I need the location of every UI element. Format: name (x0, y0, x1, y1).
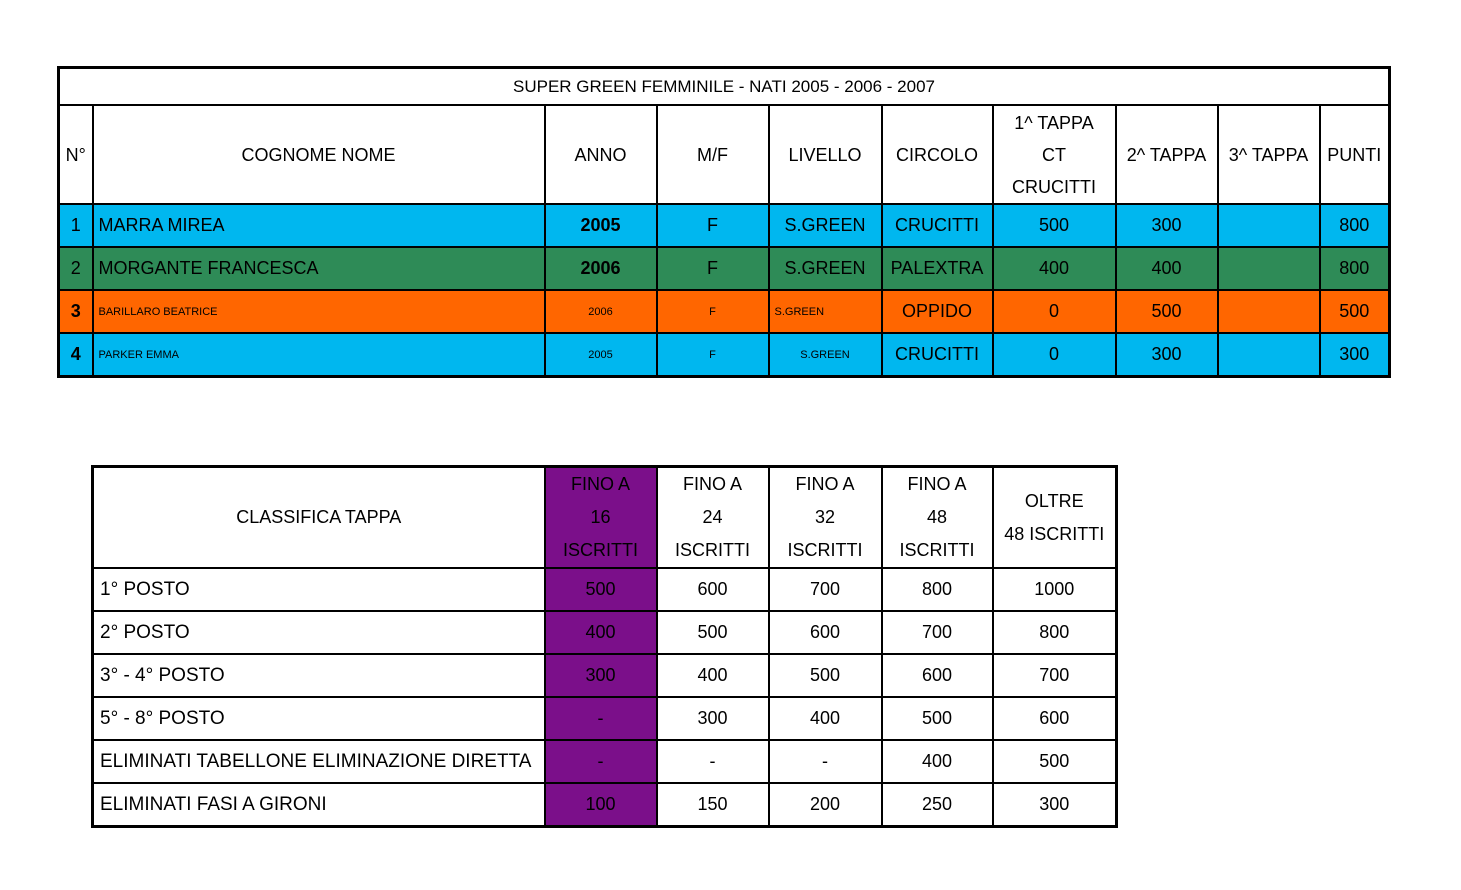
header-mf: M/F (657, 105, 769, 204)
row-anno: 2005 (545, 333, 657, 377)
points-table (91, 465, 1118, 828)
points-col-32 (769, 467, 882, 569)
row-tappa3 (1218, 247, 1320, 290)
points-row (93, 568, 1117, 611)
points-value: - (657, 740, 769, 783)
row-mf: F (657, 204, 769, 247)
header-punti: PUNTI (1320, 105, 1390, 204)
ranking-table (57, 66, 1391, 378)
row-tappa1: 500 (993, 204, 1116, 247)
row-tappa3 (1218, 204, 1320, 247)
ranking-row (59, 333, 1390, 377)
points-value: 200 (769, 783, 882, 827)
points-col-32-line2: 32 (814, 507, 836, 527)
points-row (93, 654, 1117, 697)
points-value: 500 (545, 568, 657, 611)
points-value: 250 (882, 783, 993, 827)
row-n: 2 (59, 247, 93, 290)
row-livello: S.GREEN (769, 290, 882, 333)
points-value: 400 (882, 740, 993, 783)
row-mf: F (657, 290, 769, 333)
row-name: BARILLARO BEATRICE (93, 290, 545, 333)
row-punti: 500 (1320, 290, 1390, 333)
row-name: MARRA MIREA (93, 204, 545, 247)
points-col-16-line2: 16 (590, 507, 611, 527)
points-row (93, 783, 1117, 827)
row-n: 3 (59, 290, 93, 333)
header-tappa1-line2: CT (1042, 144, 1066, 165)
points-col-48 (882, 467, 993, 569)
points-value: 400 (545, 611, 657, 654)
points-col-oltre (993, 467, 1117, 569)
row-mf: F (657, 247, 769, 290)
points-header-label: CLASSIFICA TAPPA (93, 467, 545, 569)
points-col-24-line3: ISCRITTI (675, 540, 750, 560)
row-n: 4 (59, 333, 93, 377)
points-value: 150 (657, 783, 769, 827)
row-mf: F (657, 333, 769, 377)
header-tappa2: 2^ TAPPA (1116, 105, 1218, 204)
row-tappa3 (1218, 333, 1320, 377)
row-tappa2: 300 (1116, 333, 1218, 377)
points-col-oltre-line2: 48 ISCRITTI (1004, 523, 1105, 544)
row-tappa2: 500 (1116, 290, 1218, 333)
points-value: 300 (993, 783, 1117, 827)
row-circolo: OPPIDO (882, 290, 993, 333)
ranking-row (59, 290, 1390, 333)
header-circolo: CIRCOLO (882, 105, 993, 204)
points-row-label: ELIMINATI FASI A GIRONI (93, 783, 545, 827)
points-row-label: 5° - 8° POSTO (93, 697, 545, 740)
points-header-row (93, 467, 1117, 569)
header-name: COGNOME NOME (93, 105, 545, 204)
row-name: PARKER EMMA (93, 333, 545, 377)
points-col-48-line2: 48 (926, 507, 948, 527)
row-tappa2: 400 (1116, 247, 1218, 290)
points-col-24-line1: FINO A (682, 474, 742, 494)
points-value: 700 (769, 568, 882, 611)
points-value: 500 (769, 654, 882, 697)
row-tappa1: 0 (993, 333, 1116, 377)
row-punti: 300 (1320, 333, 1390, 377)
header-tappa1-line1: 1^ TAPPA (1014, 112, 1094, 133)
points-col-16 (545, 467, 657, 569)
points-value: 300 (545, 654, 657, 697)
header-tappa1-line3: CRUCITTI (1012, 176, 1096, 197)
points-row-label: ELIMINATI TABELLONE ELIMINAZIONE DIRETTA (93, 740, 545, 783)
header-livello: LIVELLO (769, 105, 882, 204)
header-n: N° (59, 105, 93, 204)
points-row-label: 1° POSTO (93, 568, 545, 611)
row-punti: 800 (1320, 247, 1390, 290)
points-value: 1000 (993, 568, 1117, 611)
points-value: 500 (657, 611, 769, 654)
row-livello: S.GREEN (769, 247, 882, 290)
ranking-row (59, 204, 1390, 247)
points-value: 800 (993, 611, 1117, 654)
row-circolo: CRUCITTI (882, 333, 993, 377)
points-row (93, 611, 1117, 654)
row-livello: S.GREEN (769, 204, 882, 247)
points-row (93, 740, 1117, 783)
points-value: 400 (769, 697, 882, 740)
points-value: 600 (882, 654, 993, 697)
ranking-title: SUPER GREEN FEMMINILE - NATI 2005 - 2006 - 2007 (59, 68, 1390, 106)
row-tappa2: 300 (1116, 204, 1218, 247)
points-value: 700 (993, 654, 1117, 697)
ranking-row (59, 247, 1390, 290)
row-name: MORGANTE FRANCESCA (93, 247, 545, 290)
row-circolo: PALEXTRA (882, 247, 993, 290)
row-anno: 2006 (545, 247, 657, 290)
row-n: 1 (59, 204, 93, 247)
row-anno: 2005 (545, 204, 657, 247)
points-value: 600 (769, 611, 882, 654)
header-tappa1 (993, 105, 1116, 204)
points-row (93, 697, 1117, 740)
points-col-48-line3: ISCRITTI (899, 540, 975, 560)
row-tappa3 (1218, 290, 1320, 333)
points-col-24-line2: 24 (702, 507, 723, 527)
points-col-32-line1: FINO A (795, 474, 855, 494)
header-anno: ANNO (545, 105, 657, 204)
row-tappa1: 400 (993, 247, 1116, 290)
ranking-header-row (59, 105, 1390, 204)
points-col-24 (657, 467, 769, 569)
points-value: - (545, 740, 657, 783)
points-value: 700 (882, 611, 993, 654)
points-value: 800 (882, 568, 993, 611)
points-row-label: 2° POSTO (93, 611, 545, 654)
header-tappa3: 3^ TAPPA (1218, 105, 1320, 204)
points-col-oltre-line1: OLTRE (1024, 490, 1084, 511)
points-value: 600 (993, 697, 1117, 740)
points-row-label: 3° - 4° POSTO (93, 654, 545, 697)
points-col-16-line3: ISCRITTI (563, 540, 638, 560)
points-value: 500 (993, 740, 1117, 783)
points-value: 100 (545, 783, 657, 827)
row-anno: 2006 (545, 290, 657, 333)
row-livello: S.GREEN (769, 333, 882, 377)
points-value: 500 (882, 697, 993, 740)
points-value: 600 (657, 568, 769, 611)
row-tappa1: 0 (993, 290, 1116, 333)
row-circolo: CRUCITTI (882, 204, 993, 247)
points-value: 300 (657, 697, 769, 740)
points-value: - (545, 697, 657, 740)
points-col-32-line3: ISCRITTI (787, 540, 863, 560)
points-col-48-line1: FINO A (907, 474, 967, 494)
points-col-16-line1: FINO A (570, 474, 630, 494)
row-punti: 800 (1320, 204, 1390, 247)
points-value: - (769, 740, 882, 783)
points-value: 400 (657, 654, 769, 697)
